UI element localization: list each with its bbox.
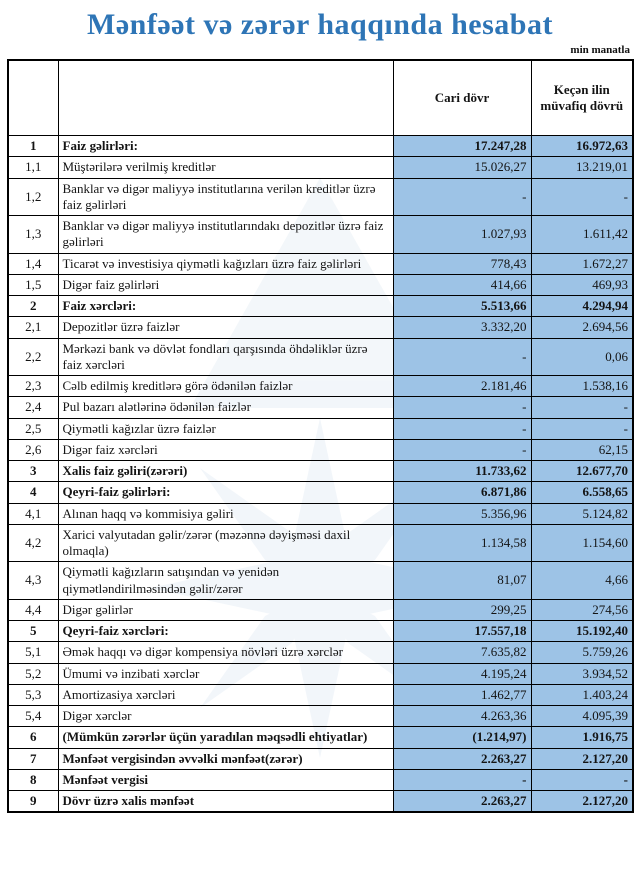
row-previous-value: 1.916,75 — [531, 727, 633, 748]
row-previous-value: 15.192,40 — [531, 621, 633, 642]
row-label: Alınan haqq və kommisiya gəliri — [58, 503, 393, 524]
row-number: 4,4 — [8, 599, 58, 620]
page-title: Mənfəət və zərər haqqında hesabat — [87, 8, 553, 41]
table-row — [8, 216, 633, 254]
row-label: Pul bazarı alətlərinə ödənilən faizlər — [58, 397, 393, 418]
row-previous-value: 469,93 — [531, 274, 633, 295]
row-previous-value: - — [531, 418, 633, 439]
table-header — [8, 60, 633, 136]
row-current-value: 17.247,28 — [393, 136, 531, 157]
row-current-value: - — [393, 769, 531, 790]
table-row — [8, 439, 633, 460]
table-row — [8, 791, 633, 813]
row-previous-value: - — [531, 769, 633, 790]
row-label: Mənfəət vergisindən əvvəlki mənfəət(zərər) — [58, 748, 393, 769]
row-number: 3 — [8, 461, 58, 482]
row-number: 1,4 — [8, 253, 58, 274]
table-row — [8, 599, 633, 620]
row-number: 2 — [8, 296, 58, 317]
header-description — [58, 60, 393, 136]
row-previous-value: 1.538,16 — [531, 376, 633, 397]
row-current-value: 1.027,93 — [393, 216, 531, 254]
row-label: (Mümkün zərərlər üçün yaradılan məqsədli ehtiyatlar) — [58, 727, 393, 748]
table-row — [8, 503, 633, 524]
row-previous-value: 4,66 — [531, 562, 633, 600]
row-number: 4,2 — [8, 524, 58, 562]
row-previous-value: 1.403,24 — [531, 684, 633, 705]
row-current-value: 1.134,58 — [393, 524, 531, 562]
row-previous-value: 5.124,82 — [531, 503, 633, 524]
row-label: Digər xərclər — [58, 706, 393, 727]
row-previous-value: 1.611,42 — [531, 216, 633, 254]
row-previous-value: 62,15 — [531, 439, 633, 460]
header-current-period: Cari dövr — [393, 60, 531, 136]
row-current-value: 4.263,36 — [393, 706, 531, 727]
row-label: Ümumi və inzibati xərclər — [58, 663, 393, 684]
row-label: Müştərilərə verilmiş kreditlər — [58, 157, 393, 178]
table-row — [8, 482, 633, 503]
row-number: 1,1 — [8, 157, 58, 178]
row-number: 1,3 — [8, 216, 58, 254]
table-row — [8, 461, 633, 482]
row-current-value: - — [393, 338, 531, 376]
row-current-value: (1.214,97) — [393, 727, 531, 748]
row-previous-value: 2.127,20 — [531, 748, 633, 769]
row-current-value: 3.332,20 — [393, 317, 531, 338]
row-previous-value: 1.672,27 — [531, 253, 633, 274]
row-previous-value: 2.694,56 — [531, 317, 633, 338]
row-label: Faiz xərcləri: — [58, 296, 393, 317]
row-number: 5,1 — [8, 642, 58, 663]
row-current-value: 299,25 — [393, 599, 531, 620]
row-label: Digər faiz gəlirləri — [58, 274, 393, 295]
row-previous-value: 12.677,70 — [531, 461, 633, 482]
row-label: Qeyri-faiz xərcləri: — [58, 621, 393, 642]
row-label: Xalis faiz gəliri(zərəri) — [58, 461, 393, 482]
row-current-value: 1.462,77 — [393, 684, 531, 705]
row-label: Faiz gəlirləri: — [58, 136, 393, 157]
table-row — [8, 524, 633, 562]
table-row — [8, 178, 633, 216]
row-number: 4,3 — [8, 562, 58, 600]
row-current-value: 15.026,27 — [393, 157, 531, 178]
header-previous-period: Keçən ilin müvafiq dövrü — [531, 60, 633, 136]
row-number: 2,5 — [8, 418, 58, 439]
row-label: Digər gəlirlər — [58, 599, 393, 620]
row-current-value: 6.871,86 — [393, 482, 531, 503]
table-row — [8, 562, 633, 600]
row-number: 2,3 — [8, 376, 58, 397]
row-number: 2,4 — [8, 397, 58, 418]
row-current-value: - — [393, 178, 531, 216]
row-previous-value: 4.095,39 — [531, 706, 633, 727]
row-label: Əmək haqqı və digər kompensiya növləri üzrə xərclər — [58, 642, 393, 663]
row-current-value: 17.557,18 — [393, 621, 531, 642]
row-label: Dövr üzrə xalis mənfəət — [58, 791, 393, 813]
row-current-value: 2.181,46 — [393, 376, 531, 397]
row-label: Qeyri-faiz gəlirləri: — [58, 482, 393, 503]
row-number: 2,1 — [8, 317, 58, 338]
row-previous-value: - — [531, 178, 633, 216]
row-label: Qiymətli kağızlar üzrə faizlər — [58, 418, 393, 439]
row-current-value: - — [393, 439, 531, 460]
table-body — [8, 136, 633, 813]
row-current-value: - — [393, 418, 531, 439]
header-row-number — [8, 60, 58, 136]
row-label: Mərkəzi bank və dövlət fondları qarşısında öhdəliklər üzrə faiz xərcləri — [58, 338, 393, 376]
table-row — [8, 274, 633, 295]
row-previous-value: 6.558,65 — [531, 482, 633, 503]
row-label: Depozitlər üzrə faizlər — [58, 317, 393, 338]
unit-note: min manatla — [570, 44, 630, 56]
row-previous-value: 3.934,52 — [531, 663, 633, 684]
row-previous-value: 0,06 — [531, 338, 633, 376]
table-row — [8, 663, 633, 684]
row-previous-value: 1.154,60 — [531, 524, 633, 562]
row-current-value: 7.635,82 — [393, 642, 531, 663]
row-label: Amortizasiya xərcləri — [58, 684, 393, 705]
row-number: 1 — [8, 136, 58, 157]
row-number: 5,4 — [8, 706, 58, 727]
row-label: Banklar və digər maliyyə institutlarındakı depozitlər üzrə faiz gəlirləri — [58, 216, 393, 254]
row-label: Mənfəət vergisi — [58, 769, 393, 790]
row-number: 9 — [8, 791, 58, 813]
row-number: 4,1 — [8, 503, 58, 524]
table-row — [8, 684, 633, 705]
table-row — [8, 727, 633, 748]
row-label: Xarici valyutadan gəlir/zərər (məzənnə dəyişməsi daxil olmaqla) — [58, 524, 393, 562]
table-row — [8, 253, 633, 274]
table-row — [8, 338, 633, 376]
profit-loss-table — [7, 59, 634, 813]
row-number: 6 — [8, 727, 58, 748]
row-current-value: 2.263,27 — [393, 748, 531, 769]
table-row — [8, 136, 633, 157]
row-number: 2,6 — [8, 439, 58, 460]
row-number: 8 — [8, 769, 58, 790]
row-current-value: 5.513,66 — [393, 296, 531, 317]
row-current-value: 5.356,96 — [393, 503, 531, 524]
row-number: 1,2 — [8, 178, 58, 216]
table-row — [8, 397, 633, 418]
table-row — [8, 769, 633, 790]
row-previous-value: 4.294,94 — [531, 296, 633, 317]
table-row — [8, 621, 633, 642]
row-current-value: - — [393, 397, 531, 418]
row-label: Ticarət və investisiya qiymətli kağızları üzrə faiz gəlirləri — [58, 253, 393, 274]
row-current-value: 2.263,27 — [393, 791, 531, 813]
row-label: Cəlb edilmiş kreditlərə görə ödənilən faizlər — [58, 376, 393, 397]
row-current-value: 4.195,24 — [393, 663, 531, 684]
row-label: Digər faiz xərcləri — [58, 439, 393, 460]
table-row — [8, 706, 633, 727]
row-number: 1,5 — [8, 274, 58, 295]
row-number: 4 — [8, 482, 58, 503]
table-row — [8, 418, 633, 439]
row-current-value: 778,43 — [393, 253, 531, 274]
row-current-value: 414,66 — [393, 274, 531, 295]
row-number: 5,3 — [8, 684, 58, 705]
row-number: 5,2 — [8, 663, 58, 684]
table-row — [8, 376, 633, 397]
row-previous-value: 5.759,26 — [531, 642, 633, 663]
table-row — [8, 642, 633, 663]
row-number: 5 — [8, 621, 58, 642]
row-label: Qiymətli kağızların satışından və yenidən qiymətləndirilməsindən gəlir/zərər — [58, 562, 393, 600]
table-row — [8, 296, 633, 317]
row-label: Banklar və digər maliyyə institutlarına verilən kreditlər üzrə faiz gəlirləri — [58, 178, 393, 216]
row-previous-value: 16.972,63 — [531, 136, 633, 157]
table-row — [8, 748, 633, 769]
row-previous-value: 274,56 — [531, 599, 633, 620]
row-number: 2,2 — [8, 338, 58, 376]
table-row — [8, 157, 633, 178]
row-previous-value: 2.127,20 — [531, 791, 633, 813]
row-current-value: 11.733,62 — [393, 461, 531, 482]
row-previous-value: - — [531, 397, 633, 418]
row-number: 7 — [8, 748, 58, 769]
row-current-value: 81,07 — [393, 562, 531, 600]
table-row — [8, 317, 633, 338]
row-previous-value: 13.219,01 — [531, 157, 633, 178]
